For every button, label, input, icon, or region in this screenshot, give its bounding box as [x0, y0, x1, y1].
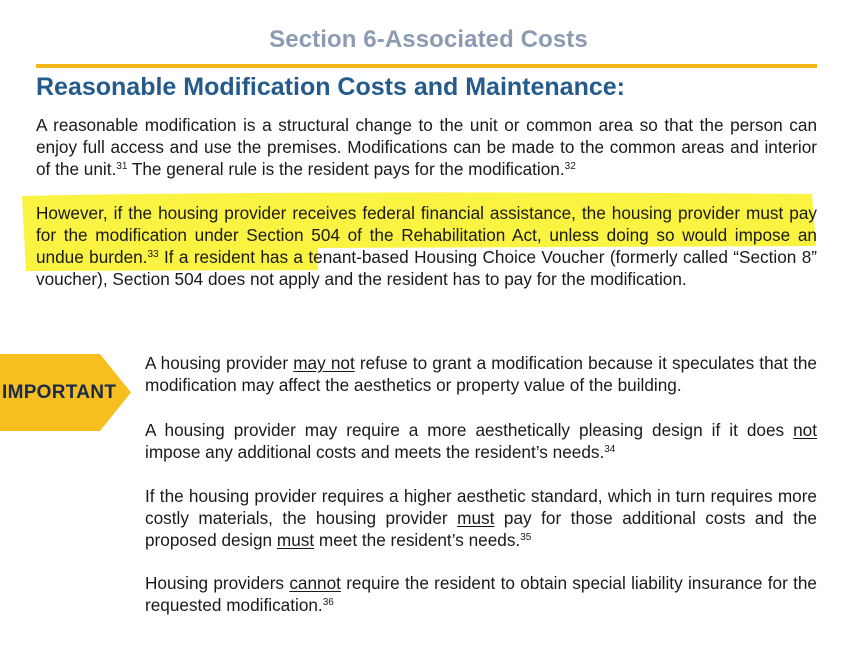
item3-mid: pay for those additional costs and the proposed design	[145, 508, 817, 550]
footnote-ref-34: 34	[604, 444, 616, 455]
paragraph-general-rule	[36, 114, 817, 180]
item1-underlined: may not	[293, 353, 355, 373]
important-item-liability-insurance	[145, 572, 817, 616]
footnote-ref-35: 35	[520, 532, 532, 543]
footnote-ref-36: 36	[322, 597, 334, 608]
item2-underlined: not	[793, 420, 817, 440]
page-heading: Reasonable Modification Costs and Maintenance:	[36, 73, 625, 101]
important-item-aesthetic-design	[145, 419, 817, 463]
item3-post: meet the resident’s needs.	[314, 530, 521, 550]
important-item-may-not	[145, 352, 817, 396]
footnote-ref-32: 32	[564, 161, 576, 172]
item1-pre: A housing provider	[145, 353, 294, 373]
item2-post: impose any additional costs and meets the resident’s needs.	[145, 442, 605, 462]
section-title: Section 6-Associated Costs	[269, 26, 588, 53]
important-item-higher-standard	[145, 485, 817, 551]
item3-pre: If the housing provider requires a higher aesthetic standard, which in turn requires more costly materials, the housing provider	[145, 486, 817, 528]
important-label: IMPORTANT	[2, 382, 117, 403]
item4-pre: Housing providers	[145, 573, 290, 593]
footnote-ref-31: 31	[116, 161, 128, 172]
highlighted-text: However, if the housing provider receives federal financial assistance, the housing provider must pay for the modification under Section 504 of the Rehabilitation Act, unless doing so would impose an undue burden.	[36, 203, 817, 267]
para1-text-a: A reasonable modification is a structural change to the unit or common area so that the person can enjoy full access and use the premises. Modifications can be made to the common areas and interior of the unit.	[36, 115, 817, 179]
item2-pre: A housing provider may require a more aesthetically pleasing design if it does	[145, 420, 794, 440]
item4-underlined: cannot	[289, 573, 341, 593]
item1-post: refuse to grant a modification because it speculates that the modification may affect the aesthetics or property value of the building.	[145, 353, 817, 395]
para2-text-b: If a resident has a tenant-based Housing Choice Voucher (formerly called “Section 8” voucher), Section 504 does not apply and the resident has to pay for the modification.	[36, 247, 817, 289]
item4-post: require the resident to obtain special liability insurance for the requested modification.	[145, 573, 817, 615]
item3-underlined-2: must	[276, 530, 315, 550]
footnote-ref-33: 33	[147, 249, 159, 260]
para1-text-b: The general rule is the resident pays for the modification.	[127, 159, 565, 179]
item3-underlined-1: must	[457, 508, 495, 528]
paragraph-federal-assistance	[36, 202, 817, 290]
important-badge	[0, 354, 135, 431]
